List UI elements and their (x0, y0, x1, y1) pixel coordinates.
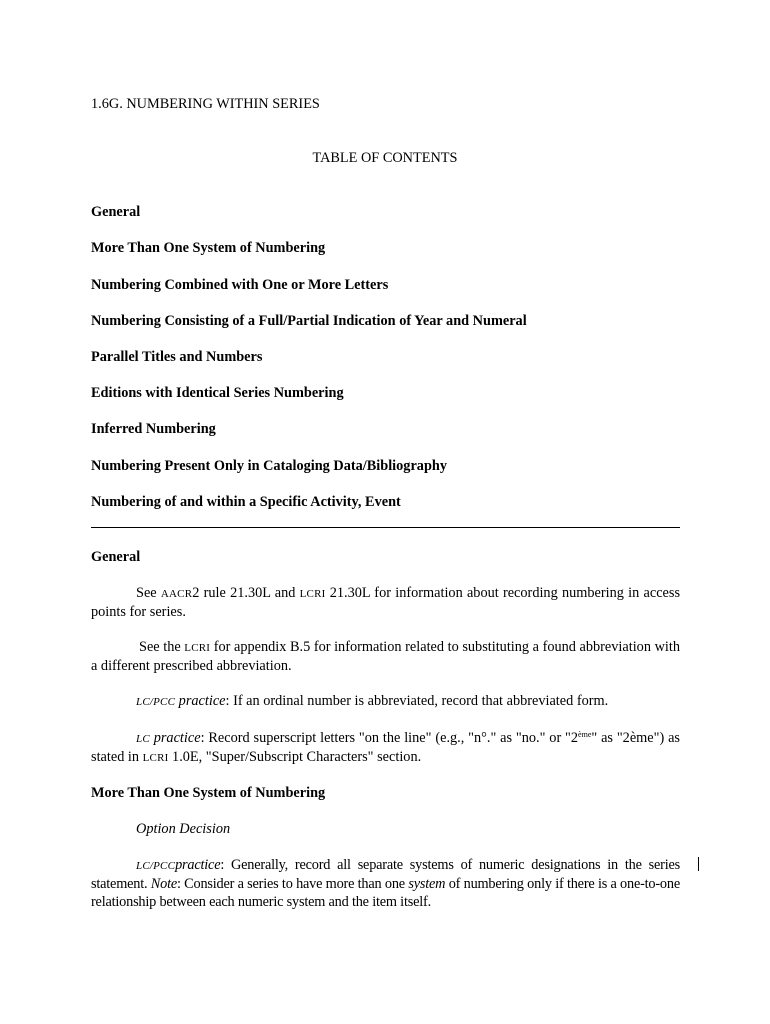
mto-system-italic: system (408, 876, 446, 892)
toc-title: TABLE OF CONTENTS (312, 150, 458, 166)
p3-label-smallcaps: LC/PCC (136, 696, 176, 708)
p3-label-italic: practice (175, 693, 226, 709)
more-than-one-paragraph-1 (91, 856, 680, 911)
p4-text-c: 1.0E, "Super/Subscript Characters" section. (168, 749, 422, 765)
general-paragraph-1 (91, 584, 680, 621)
p4-lcri-smallcaps: LCRI (142, 752, 169, 764)
p1-aacr-smallcaps: AACR (160, 588, 193, 600)
toc-item-inferred-numbering[interactable]: Inferred Numbering (91, 421, 216, 437)
mto-label-smallcaps: LC/PCC (136, 860, 176, 872)
p4-text-a: : Record superscript letters "on the line" (e.g., "n°." as "no." or "2 (200, 730, 579, 746)
toc-item-general[interactable]: General (91, 204, 141, 220)
p1-lcri-smallcaps: LCRI (299, 588, 326, 600)
change-bar (698, 857, 699, 871)
option-decision: Option Decision (136, 821, 231, 837)
p4-label-italic: practice (149, 730, 201, 746)
mto-text-b: : Consider a series to have more than one (176, 876, 409, 892)
general-paragraph-3 (136, 692, 608, 711)
general-paragraph-2 (91, 638, 680, 675)
p4-text-b: " as "2ème") as stated in (91, 730, 680, 765)
toc-item-activity-event[interactable]: Numbering of and within a Specific Activity, Event (91, 494, 401, 510)
toc-item-editions-identical-numbering[interactable]: Editions with Identical Series Numbering (91, 385, 344, 401)
mto-text-a: : Generally, record all separate systems of numeric designations in the series statement. (91, 857, 680, 892)
toc-item-parallel-titles[interactable]: Parallel Titles and Numbers (91, 349, 263, 365)
p4-superscript: ème (578, 730, 592, 739)
general-heading: General (91, 549, 141, 565)
p1-text-c: 21.30L for information about recording numbering in access points for series. (91, 585, 681, 620)
toc-item-year-and-numeral[interactable]: Numbering Consisting of a Full/Partial Indication of Year and Numeral (91, 313, 527, 329)
toc-item-numbering-in-cataloging-data[interactable]: Numbering Present Only in Cataloging Data/Bibliography (91, 458, 447, 474)
toc-item-numbering-combined-with-letters[interactable]: Numbering Combined with One or More Letters (91, 277, 389, 293)
p2-text-a: See the (139, 639, 185, 655)
p2-lcri-smallcaps: LCRI (184, 642, 211, 654)
p4-label-smallcaps: LC (136, 733, 150, 745)
general-paragraph-4 (91, 729, 680, 767)
mto-label-italic: practice (175, 857, 221, 873)
mto-text-c: of numbering only if there is a one-to-one relationship between each numeric system and the item itself. (91, 876, 680, 910)
horizontal-rule (91, 527, 680, 528)
p2-text-b: for appendix B.5 for information related to substituting a found abbreviation with a different prescribed abbreviation. (91, 639, 680, 674)
toc-item-more-than-one-system[interactable]: More Than One System of Numbering (91, 240, 326, 256)
p1-text-a: See (136, 585, 161, 601)
mto-note-italic: Note (150, 876, 177, 892)
section-heading: 1.6G. NUMBERING WITHIN SERIES (91, 96, 320, 112)
more-than-one-heading: More Than One System of Numbering (91, 785, 326, 801)
p1-text-b: 2 rule 21.30L and (192, 585, 300, 601)
p3-text: : If an ordinal number is abbreviated, record that abbreviated form. (225, 693, 609, 709)
